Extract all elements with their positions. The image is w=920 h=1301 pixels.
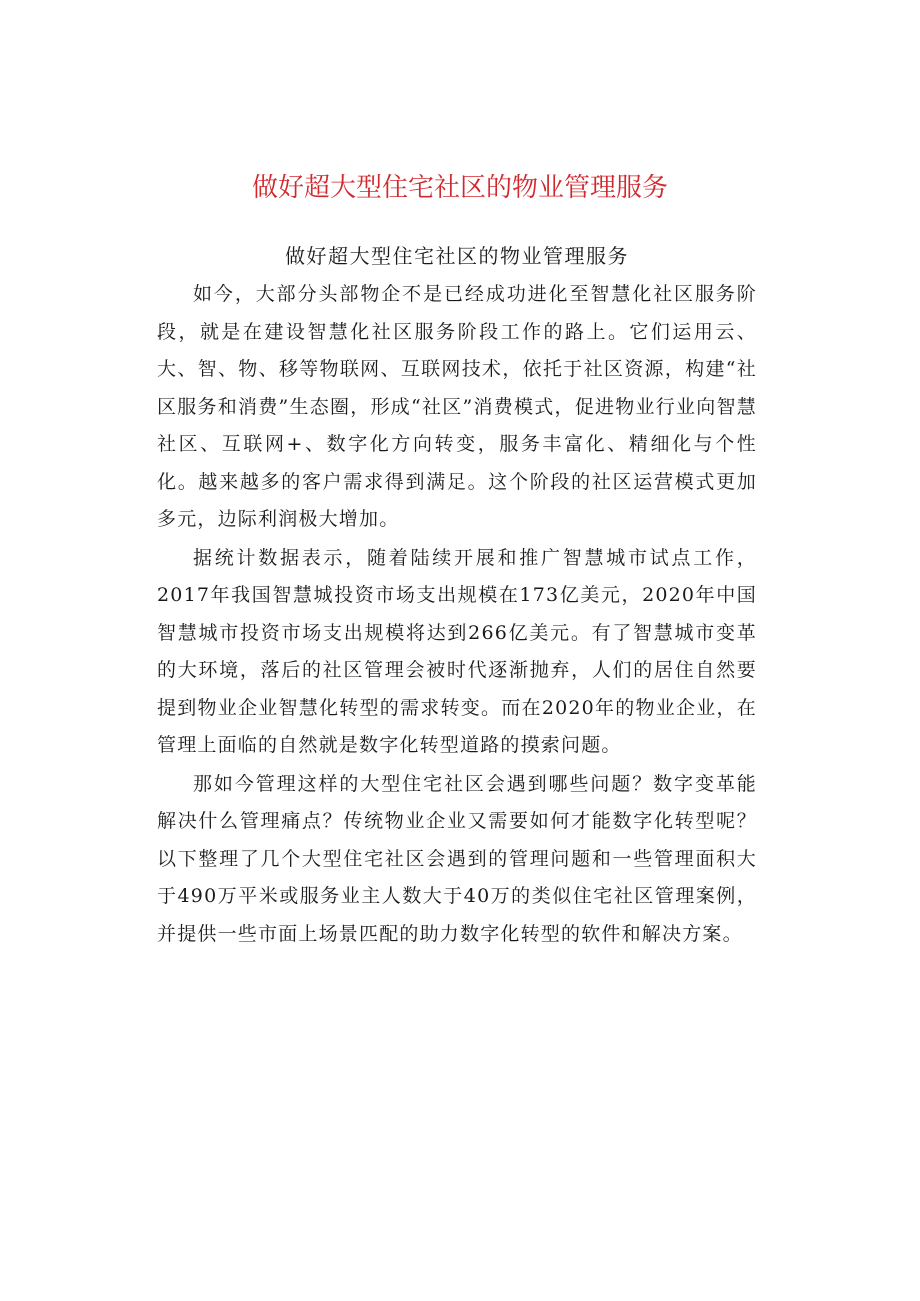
page-title: 做好超大型住宅社区的物业管理服务 [251, 173, 668, 203]
paragraph-3: 那如今管理这样的大型住宅社区会遇到哪些问题？数字变革能解决什么管理痛点？传统物业企业又需要如何才能数字化转型呢？以下整理了几个大型住宅社区会遇到的管理问题和一些管理面积大于490万平米或服务业主人数大于40万的类似住宅社区管理案例，并提供一些市面上场景匹配的助力数字化转型的软件和解决方案。 [157, 772, 757, 945]
paragraph-2: 据统计数据表示，随着陆续开展和推广智慧城市试点工作，2017年我国智慧城投资市场支出规模在173亿美元，2020年中国智慧城市投资市场支出规模将达到266亿美元。有了智慧城市变革的大环境，落后的社区管理会被时代逐渐抛弃，人们的居住自然要提到物业企业智慧化转型的需求转变。而在2020年的物业企业，在管理上面临的自然就是数字化转型道路的摸索问题。 [157, 546, 757, 756]
document-body [157, 240, 757, 954]
paragraph-1: 如今，大部分头部物企不是已经成功进化至智慧化社区服务阶段，就是在建设智慧化社区服务阶段工作的路上。它们运用云、大、智、物、移等物联网、互联网技术，依托于社区资源，构建“社区服务和消费”生态圈，形成“社区”消费模式，促进物业行业向智慧社区、互联网+、数字化方向转变，服务丰富化、精细化与个性化。越来越多的客户需求得到满足。这个阶段的社区运营模式更加多元，边际利润极大增加。 [157, 283, 757, 530]
document-subtitle: 做好超大型住宅社区的物业管理服务 [285, 244, 629, 268]
